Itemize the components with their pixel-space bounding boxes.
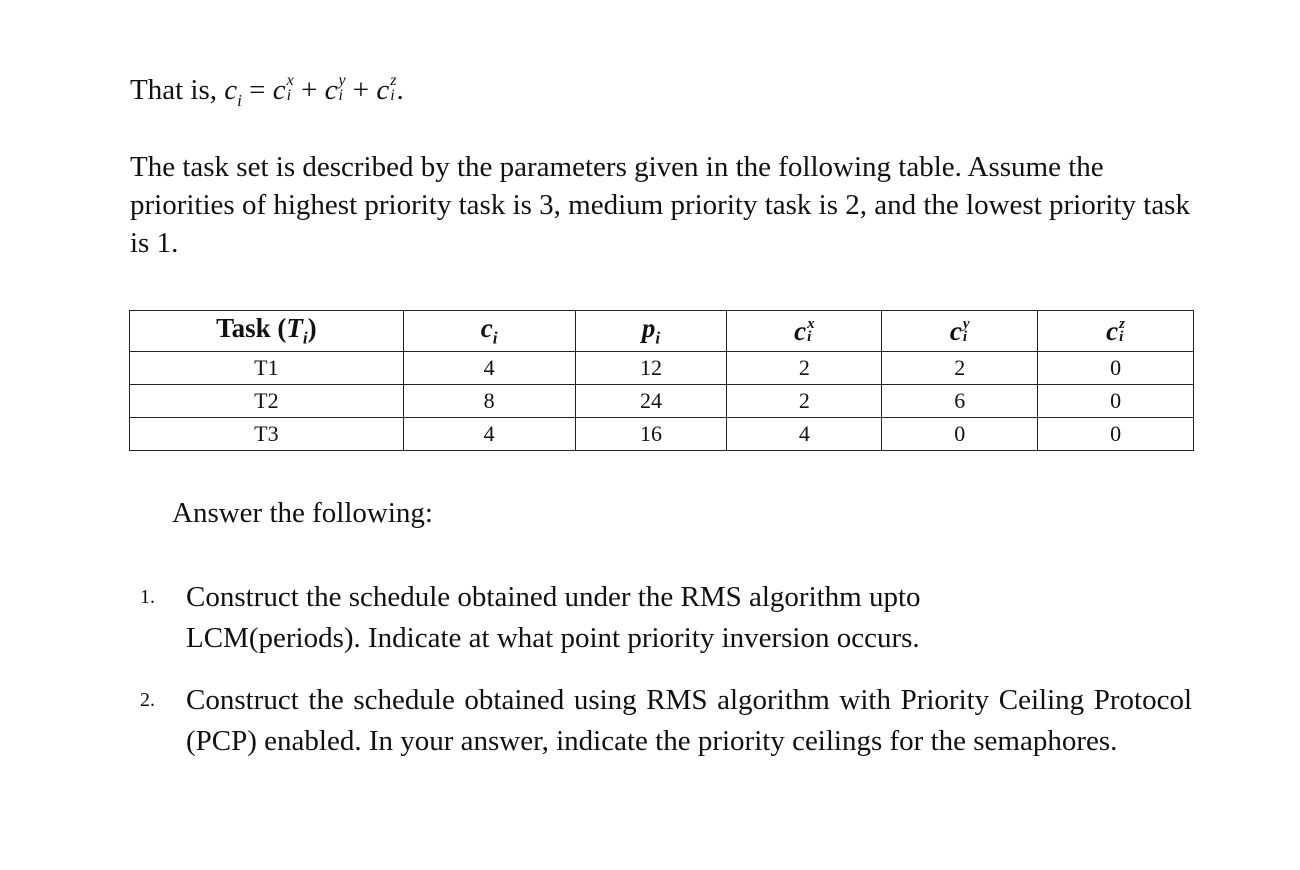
header-pi-symbol xyxy=(641,313,661,348)
formula-cy xyxy=(325,74,346,106)
table-cell: T1 xyxy=(130,352,404,385)
table-cell: T2 xyxy=(130,385,404,418)
header-task-symbol xyxy=(286,313,308,348)
header-sup-z: z xyxy=(1119,316,1125,333)
question-2-number: 2. xyxy=(140,689,155,711)
table-cell: 4 xyxy=(727,418,882,451)
header-supsub-y xyxy=(963,318,970,344)
formula-c: c xyxy=(324,74,338,106)
intro-paragraph: The task set is described by the parameters given in the following table. Assume the priorities of highest priority task is 3, medium priority task is 2, and the lowest priority task is 1. xyxy=(130,151,1190,259)
header-task-label: Task ( xyxy=(216,313,287,344)
table-cell: 12 xyxy=(575,352,727,385)
formula-plus: + xyxy=(352,74,370,106)
table-cell: 2 xyxy=(727,385,882,418)
table-cell: 0 xyxy=(1038,352,1194,385)
header-c: c xyxy=(1106,315,1119,346)
header-supsub-z xyxy=(1119,318,1125,344)
formula-line xyxy=(130,70,404,121)
question-2-text: Construct the schedule obtained using RMS algorithm with Priority Ceiling Protocol (PCP) enabled. In your answer, indicate the priority ceilings for the semaphores. xyxy=(186,684,1192,757)
header-sub-i: i xyxy=(1119,329,1124,346)
table-header-row xyxy=(130,311,1194,352)
header-c: c xyxy=(794,315,807,346)
formula-sup-z: z xyxy=(390,72,397,90)
header-supsub-x xyxy=(807,318,815,344)
question-1-number: 1. xyxy=(140,586,155,608)
table-cell: 0 xyxy=(882,418,1038,451)
table-row-t1 xyxy=(130,352,1194,385)
header-sub-i: i xyxy=(807,329,812,346)
formula-sub-i: i xyxy=(338,87,343,105)
table-cell: 4 xyxy=(403,418,575,451)
formula-sub-i: i xyxy=(390,87,395,105)
table-cell: 0 xyxy=(1038,418,1194,451)
formula-cx xyxy=(273,74,294,106)
answer-heading: Answer the following: xyxy=(172,497,433,529)
table-row-t3 xyxy=(130,418,1194,451)
header-task-sub-i: i xyxy=(302,328,308,348)
table-cell: 24 xyxy=(575,385,727,418)
task-table xyxy=(129,310,1194,451)
table-cell: 4 xyxy=(403,352,575,385)
table-cell: 6 xyxy=(882,385,1038,418)
header-sub-i: i xyxy=(492,328,498,348)
header-c: c xyxy=(480,313,493,344)
header-c: c xyxy=(949,315,962,346)
formula-supsub-x xyxy=(287,73,294,103)
header-cix-symbol xyxy=(794,316,814,346)
table-cell: 2 xyxy=(882,352,1038,385)
formula-cz xyxy=(376,74,396,106)
header-p: p xyxy=(641,313,656,344)
header-pi xyxy=(575,311,727,352)
header-sub-i: i xyxy=(655,328,661,348)
table-cell: 0 xyxy=(1038,385,1194,418)
formula-plus: + xyxy=(300,74,318,106)
header-ciz xyxy=(1038,311,1194,352)
header-task-close: ) xyxy=(307,313,317,344)
header-ciy-symbol xyxy=(950,316,970,346)
header-task xyxy=(130,311,404,352)
table-row-t2 xyxy=(130,385,1194,418)
question-1 xyxy=(140,577,1200,659)
formula-prefix: That is, xyxy=(130,74,217,106)
formula-supsub-z xyxy=(390,73,396,103)
header-ciz-symbol xyxy=(1106,316,1125,346)
formula-period: . xyxy=(396,74,404,106)
table-cell: T3 xyxy=(130,418,404,451)
table-cell: 8 xyxy=(403,385,575,418)
table-cell: 2 xyxy=(727,352,882,385)
header-task-T: T xyxy=(286,313,303,344)
formula-ci xyxy=(224,74,242,110)
formula-sup-y: y xyxy=(338,72,346,90)
header-ci xyxy=(403,311,575,352)
header-sub-i: i xyxy=(962,329,968,346)
formula-sub-i: i xyxy=(286,87,292,105)
table-cell: 16 xyxy=(575,418,727,451)
header-ciy xyxy=(882,311,1038,352)
header-sup-y: y xyxy=(962,316,970,333)
formula-supsub-y xyxy=(338,73,345,103)
formula-sub-i: i xyxy=(237,90,242,110)
formula-c: c xyxy=(272,74,286,106)
formula-sup-x: x xyxy=(286,72,294,90)
formula-equals: = xyxy=(249,74,266,106)
header-cix xyxy=(727,311,882,352)
formula-c: c xyxy=(376,74,390,106)
header-ci-symbol xyxy=(480,313,498,348)
question-2 xyxy=(140,680,1200,762)
question-1-text: Construct the schedule obtained under the RMS algorithm upto LCM(periods). Indicate at what point priority inversion occurs. xyxy=(186,581,921,654)
formula-c: c xyxy=(224,74,238,106)
header-sup-x: x xyxy=(807,316,815,333)
